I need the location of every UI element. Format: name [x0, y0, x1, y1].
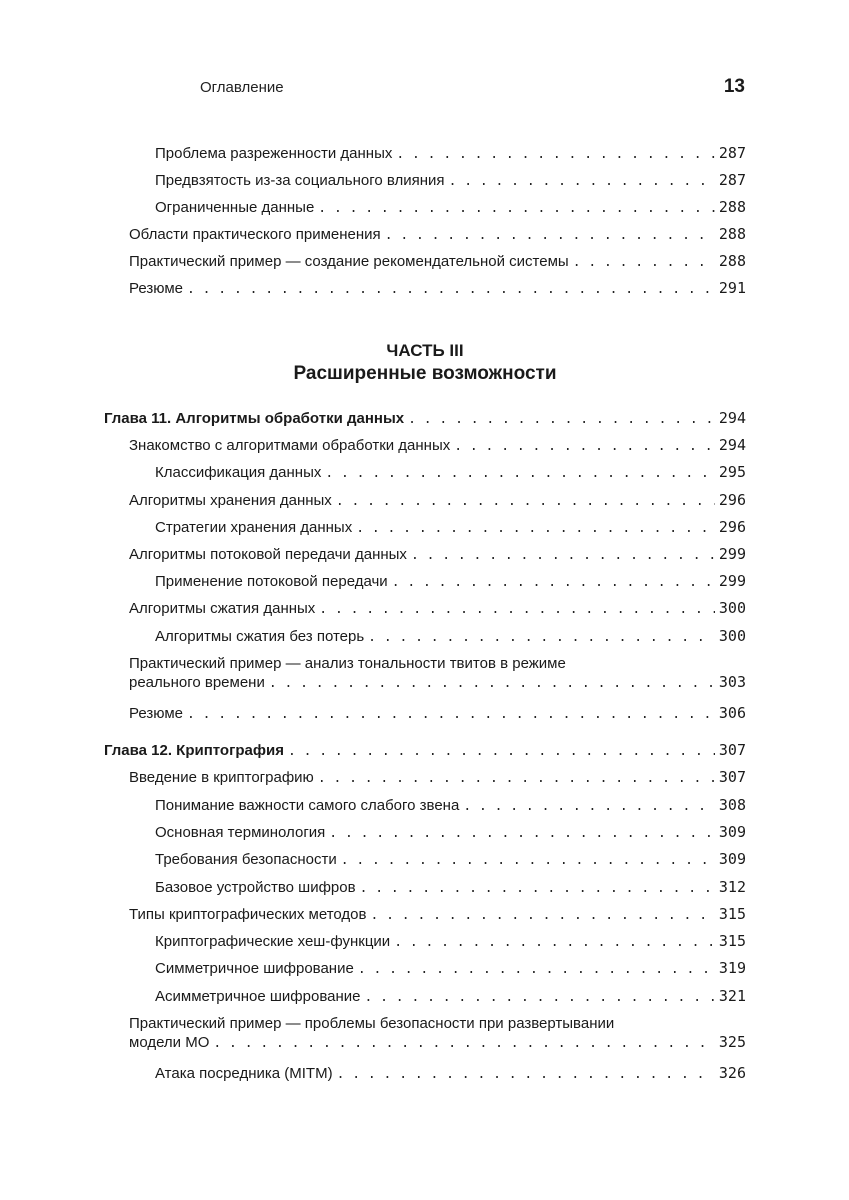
toc-entry[interactable] — [104, 1064, 746, 1084]
toc-entry-page-number: 309 — [718, 850, 746, 869]
toc-entry-title-first-line: Практический пример — анализ тональности твитов в режиме — [129, 654, 566, 672]
toc-entry-page-number: 299 — [718, 545, 746, 563]
toc-entry-title: Знакомство с алгоритмами обработки данных — [129, 437, 451, 455]
dot-leader — [318, 769, 715, 788]
toc-entry-title: Области практического применения — [129, 226, 381, 243]
dot-leader — [213, 1034, 715, 1053]
toc-entry-title: Понимание важности самого слабого звена — [155, 796, 460, 814]
toc-entry[interactable] — [104, 599, 746, 619]
toc-entry-page-number: 307 — [718, 768, 746, 787]
toc-entry-title: Криптографические хеш-функции — [155, 933, 391, 951]
toc-entry[interactable] — [104, 171, 746, 191]
toc-entry-title: Асимметричное шифрование — [155, 987, 361, 1005]
toc-entry-page-number: 291 — [718, 279, 746, 297]
toc-entry-title: Алгоритмы потоковой передачи данных — [129, 546, 407, 563]
toc-entry-page-number: 309 — [718, 822, 746, 841]
toc-entry[interactable] — [104, 463, 746, 483]
dot-leader — [336, 492, 715, 511]
toc-entry-page-number: 319 — [718, 959, 746, 978]
dot-leader — [358, 960, 715, 979]
toc-entry-page-number: 321 — [718, 986, 746, 1005]
toc-entry-page-number: 308 — [718, 795, 746, 814]
toc-entry[interactable] — [104, 279, 746, 299]
toc-entry-title: Базовое устройство шифров — [155, 878, 356, 896]
toc-entry[interactable] — [104, 987, 746, 1007]
toc-entry-title: Введение в криптографию — [129, 769, 314, 787]
toc-entry-page-number: 296 — [718, 490, 746, 509]
toc-entry-page-number: 312 — [718, 877, 746, 896]
toc-entry-page-number: 307 — [718, 741, 746, 759]
toc-section-chapter-12 — [104, 741, 746, 1091]
dot-leader — [329, 824, 715, 843]
toc-entry-page-number: 295 — [718, 463, 746, 482]
toc-entry-title: реального времени — [129, 673, 265, 691]
toc-entry-page-number: 294 — [718, 409, 746, 427]
toc-entry-page-number: 287 — [718, 171, 746, 189]
dot-leader — [411, 546, 715, 565]
toc-section-top — [104, 144, 746, 304]
toc-entry-title: Типы криптографических методов — [129, 905, 367, 923]
toc-entry-page-number: 296 — [718, 517, 746, 536]
toc-entry-title: Алгоритмы хранения данных — [129, 491, 332, 509]
toc-entry-title-first-line: Практический пример — проблемы безопасности при развертывании — [129, 1015, 615, 1032]
dot-leader — [454, 437, 715, 456]
toc-entry-title: Основная терминология — [155, 823, 326, 841]
toc-entry[interactable] — [104, 768, 746, 788]
toc-entry[interactable] — [104, 704, 746, 724]
toc-entry-page-number: 325 — [718, 1033, 746, 1051]
toc-entry-title: Атака посредника (MITM) — [155, 1065, 333, 1083]
toc-entry-page-number: 288 — [718, 198, 746, 216]
toc-entry-page-number: 300 — [718, 626, 746, 645]
toc-entry[interactable] — [104, 932, 746, 952]
dot-leader — [269, 674, 715, 693]
dot-leader — [319, 600, 715, 619]
toc-entry[interactable] — [104, 545, 746, 565]
toc-entry[interactable] — [104, 850, 746, 870]
toc-entry-title: Применение потоковой передачи — [155, 573, 388, 591]
toc-entry[interactable] — [104, 959, 746, 979]
part-number: ЧАСТЬ III — [386, 341, 464, 360]
dot-leader — [187, 280, 715, 299]
toc-entry-title: Резюме — [129, 705, 183, 722]
toc-entry-page-number: 306 — [718, 704, 746, 722]
toc-entry-title: Алгоритмы сжатия данных — [129, 600, 316, 618]
running-header: Оглавление — [200, 79, 284, 96]
toc-entry-page-number: 326 — [718, 1064, 746, 1083]
dot-leader — [394, 933, 715, 952]
toc-entry-title: Стратегии хранения данных — [155, 518, 353, 536]
toc-entry-page-number: 315 — [718, 904, 746, 923]
toc-entry-title: Глава 11. Алгоритмы обработки данных — [104, 410, 405, 427]
dot-leader — [370, 906, 714, 925]
toc-entry[interactable] — [104, 572, 746, 592]
toc-entry-page-number: 315 — [718, 932, 746, 951]
toc-entry-title: Проблема разреженности данных — [155, 145, 393, 162]
toc-entry-page-number: 303 — [718, 672, 746, 691]
toc-entry-title: Классификация данных — [155, 464, 322, 482]
toc-entry[interactable] — [104, 741, 746, 761]
toc-entry[interactable] — [104, 409, 746, 429]
toc-entry-title: Симметричное шифрование — [155, 960, 354, 978]
dot-leader — [337, 1065, 715, 1084]
dot-leader — [396, 145, 715, 164]
toc-entry[interactable] — [104, 905, 746, 925]
dot-leader — [318, 199, 715, 218]
dot-leader — [325, 464, 715, 483]
toc-entry[interactable] — [104, 144, 746, 164]
toc-entry[interactable] — [104, 518, 746, 538]
dot-leader — [408, 410, 715, 429]
toc-entry-page-number: 288 — [718, 252, 746, 270]
toc-entry[interactable] — [104, 491, 746, 511]
part-heading — [104, 340, 746, 386]
toc-entry[interactable] — [104, 823, 746, 843]
toc-entry-title: Требования безопасности — [155, 851, 337, 869]
toc-entry[interactable] — [104, 878, 746, 898]
toc-entry[interactable] — [104, 436, 746, 456]
toc-section-chapter-11 — [104, 409, 746, 729]
toc-entry-title: Глава 12. Криптография — [104, 742, 284, 759]
toc-entry[interactable] — [104, 198, 746, 218]
toc-entry[interactable] — [104, 225, 746, 245]
toc-entry[interactable] — [104, 627, 746, 647]
dot-leader — [360, 879, 715, 898]
dot-leader — [573, 253, 715, 272]
toc-entry-title: Предвзятость из-за социального влияния — [155, 172, 445, 189]
toc-entry-title: Алгоритмы сжатия без потерь — [155, 627, 365, 645]
toc-entry-title: Ограниченные данные — [155, 199, 315, 216]
toc-entry-page-number: 299 — [718, 572, 746, 591]
toc-entry-title: Практический пример — создание рекомендательной системы — [129, 253, 569, 270]
toc-entry-page-number: 294 — [718, 436, 746, 455]
toc-entry-page-number: 287 — [718, 144, 746, 162]
toc-entry[interactable] — [104, 654, 746, 693]
dot-leader — [392, 573, 715, 592]
toc-entry[interactable] — [104, 796, 746, 816]
page-number: 13 — [723, 76, 745, 97]
dot-leader — [187, 705, 715, 724]
toc-entry-title: Резюме — [129, 280, 183, 297]
toc-entry-title: модели МО — [129, 1034, 210, 1051]
dot-leader — [463, 797, 715, 816]
dot-leader — [356, 519, 715, 538]
toc-entry-page-number: 300 — [718, 599, 746, 618]
dot-leader — [449, 172, 715, 191]
dot-leader — [288, 742, 715, 761]
dot-leader — [385, 226, 715, 245]
part-title: Расширенные возможности — [293, 363, 557, 384]
dot-leader — [341, 851, 715, 870]
toc-entry[interactable] — [104, 252, 746, 272]
dot-leader — [368, 628, 715, 647]
dot-leader — [364, 988, 714, 1007]
toc-entry[interactable] — [104, 1014, 746, 1053]
toc-entry-page-number: 288 — [718, 225, 746, 243]
